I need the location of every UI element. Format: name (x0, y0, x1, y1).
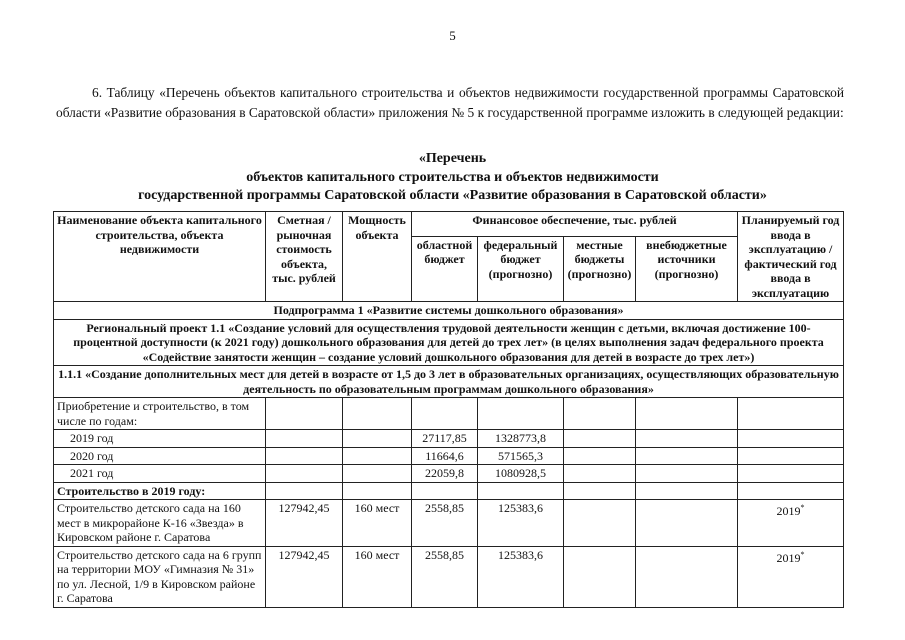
object-row (54, 546, 844, 607)
title-line-2: объектов капитального строительства и объектов недвижимости (246, 169, 659, 185)
empty-cell (636, 465, 738, 483)
empty-cell (266, 430, 343, 448)
acquisition-row (54, 398, 844, 430)
construction-2019-label: Строительство в 2019 году: (54, 482, 266, 500)
empty-cell (412, 398, 478, 430)
footnote-mark: * (800, 549, 805, 559)
header-name: Наименование объекта капитального строительства, объекта недвижимости (54, 212, 266, 302)
empty-cell (738, 398, 844, 430)
object-federal: 125383,6 (478, 500, 564, 547)
empty-cell (738, 447, 844, 465)
regional-project-row (54, 319, 844, 366)
header-local: местные бюджеты (прогнозно) (564, 236, 636, 301)
header-year: Планируемый год ввода в эксплуатацию / фактический год ввода в эксплуатацию (738, 212, 844, 302)
empty-cell (266, 465, 343, 483)
federal-value: 1080928,5 (478, 465, 564, 483)
object-cost: 127942,45 (266, 546, 343, 607)
object-regional: 2558,85 (412, 500, 478, 547)
empty-cell (412, 482, 478, 500)
year-row (54, 465, 844, 483)
header-capacity: Мощность объекта (343, 212, 412, 302)
object-name: Строительство детского сада на 6 групп на территории МОУ «Гимназия № 31» по ул. Лесной, 1/9 в Кировском районе г. Саратова (54, 546, 266, 607)
empty-cell (636, 500, 738, 547)
regional-value: 22059,8 (412, 465, 478, 483)
empty-cell (478, 482, 564, 500)
object-capacity: 160 мест (343, 546, 412, 607)
object-year-value: 2019 (776, 504, 801, 518)
empty-cell (478, 398, 564, 430)
construction-2019-row (54, 482, 844, 500)
header-financing: Финансовое обеспечение, тыс. рублей (412, 212, 738, 237)
empty-cell (266, 398, 343, 430)
empty-cell (738, 430, 844, 448)
acquisition-label: Приобретение и строительство, в том числе по годам: (54, 398, 266, 430)
header-regional: областной бюджет (412, 236, 478, 301)
object-row (54, 500, 844, 547)
header-row-1 (54, 212, 844, 237)
header-extrabudget: внебюджетные источники (прогнозно) (636, 236, 738, 301)
regional-value: 27117,85 (412, 430, 478, 448)
intro-paragraph: 6. Таблицу «Перечень объектов капитального строительства и объектов недвижимости государственной программы Саратовской области «Развитие образования в Саратовской области» приложения № 5 к государственной программе изложить в следующей редакции: (56, 85, 844, 120)
empty-cell (266, 447, 343, 465)
regional-value: 11664,6 (412, 447, 478, 465)
objects-table (53, 211, 844, 608)
year-label: 2021 год (54, 465, 266, 483)
footnote-mark: * (800, 503, 805, 512)
page-number: 5 (449, 28, 456, 43)
empty-cell (343, 465, 412, 483)
empty-cell (343, 398, 412, 430)
empty-cell (343, 430, 412, 448)
empty-cell (564, 465, 636, 483)
empty-cell (564, 398, 636, 430)
empty-cell (738, 482, 844, 500)
empty-cell (636, 430, 738, 448)
year-label: 2019 год (54, 430, 266, 448)
empty-cell (266, 482, 343, 500)
empty-cell (636, 546, 738, 607)
subprogram-row (54, 302, 844, 320)
header-cost: Сметная / рыночная стоимость объекта, тыс. рублей (266, 212, 343, 302)
regional-project-cell: Региональный проект 1.1 «Создание условий для осуществления трудовой деятельности женщин с детьми, включая достижение 100-процентной доступности (к 2021 году) дошкольного образования для детей до трех лет» (в целях выполнения задач федерального проекта «Содействие занятости женщин – создание условий дошкольного образования для детей в возрасте до трех лет») (54, 319, 844, 366)
empty-cell (343, 447, 412, 465)
empty-cell (564, 500, 636, 547)
empty-cell (636, 482, 738, 500)
federal-value: 571565,3 (478, 447, 564, 465)
object-cost: 127942,45 (266, 500, 343, 547)
year-row (54, 447, 844, 465)
empty-cell (564, 482, 636, 500)
title-line-1: «Перечень (418, 151, 487, 166)
object-regional: 2558,85 (412, 546, 478, 607)
federal-value: 1328773,8 (478, 430, 564, 448)
object-name: Строительство детского сада на 160 мест в микрорайоне К-16 «Звезда» в Кировском районе г. Саратова (54, 500, 266, 547)
empty-cell (636, 447, 738, 465)
empty-cell (564, 430, 636, 448)
empty-cell (564, 546, 636, 607)
title-line-3: государственной программы Саратовской области «Развитие образования в Саратовской области» (138, 188, 767, 203)
object-capacity: 160 мест (343, 500, 412, 547)
empty-cell (738, 465, 844, 483)
year-row (54, 430, 844, 448)
empty-cell (343, 482, 412, 500)
object-federal: 125383,6 (478, 546, 564, 607)
year-label: 2020 год (54, 447, 266, 465)
measure-cell: 1.1.1 «Создание дополнительных мест для детей в возрасте от 1,5 до 3 лет в образовательных организациях, осуществляющих образовательную деятельность по образовательным программам дошкольного образования» (54, 366, 844, 398)
object-year (738, 546, 844, 607)
empty-cell (564, 447, 636, 465)
empty-cell (636, 398, 738, 430)
object-year (738, 500, 844, 547)
document-title (0, 150, 905, 206)
header-federal: федеральный бюджет (прогнозно) (478, 236, 564, 301)
measure-row (54, 366, 844, 398)
object-year-value: 2019 (776, 550, 801, 565)
subprogram-cell: Подпрограмма 1 «Развитие системы дошкольного образования» (54, 302, 844, 320)
